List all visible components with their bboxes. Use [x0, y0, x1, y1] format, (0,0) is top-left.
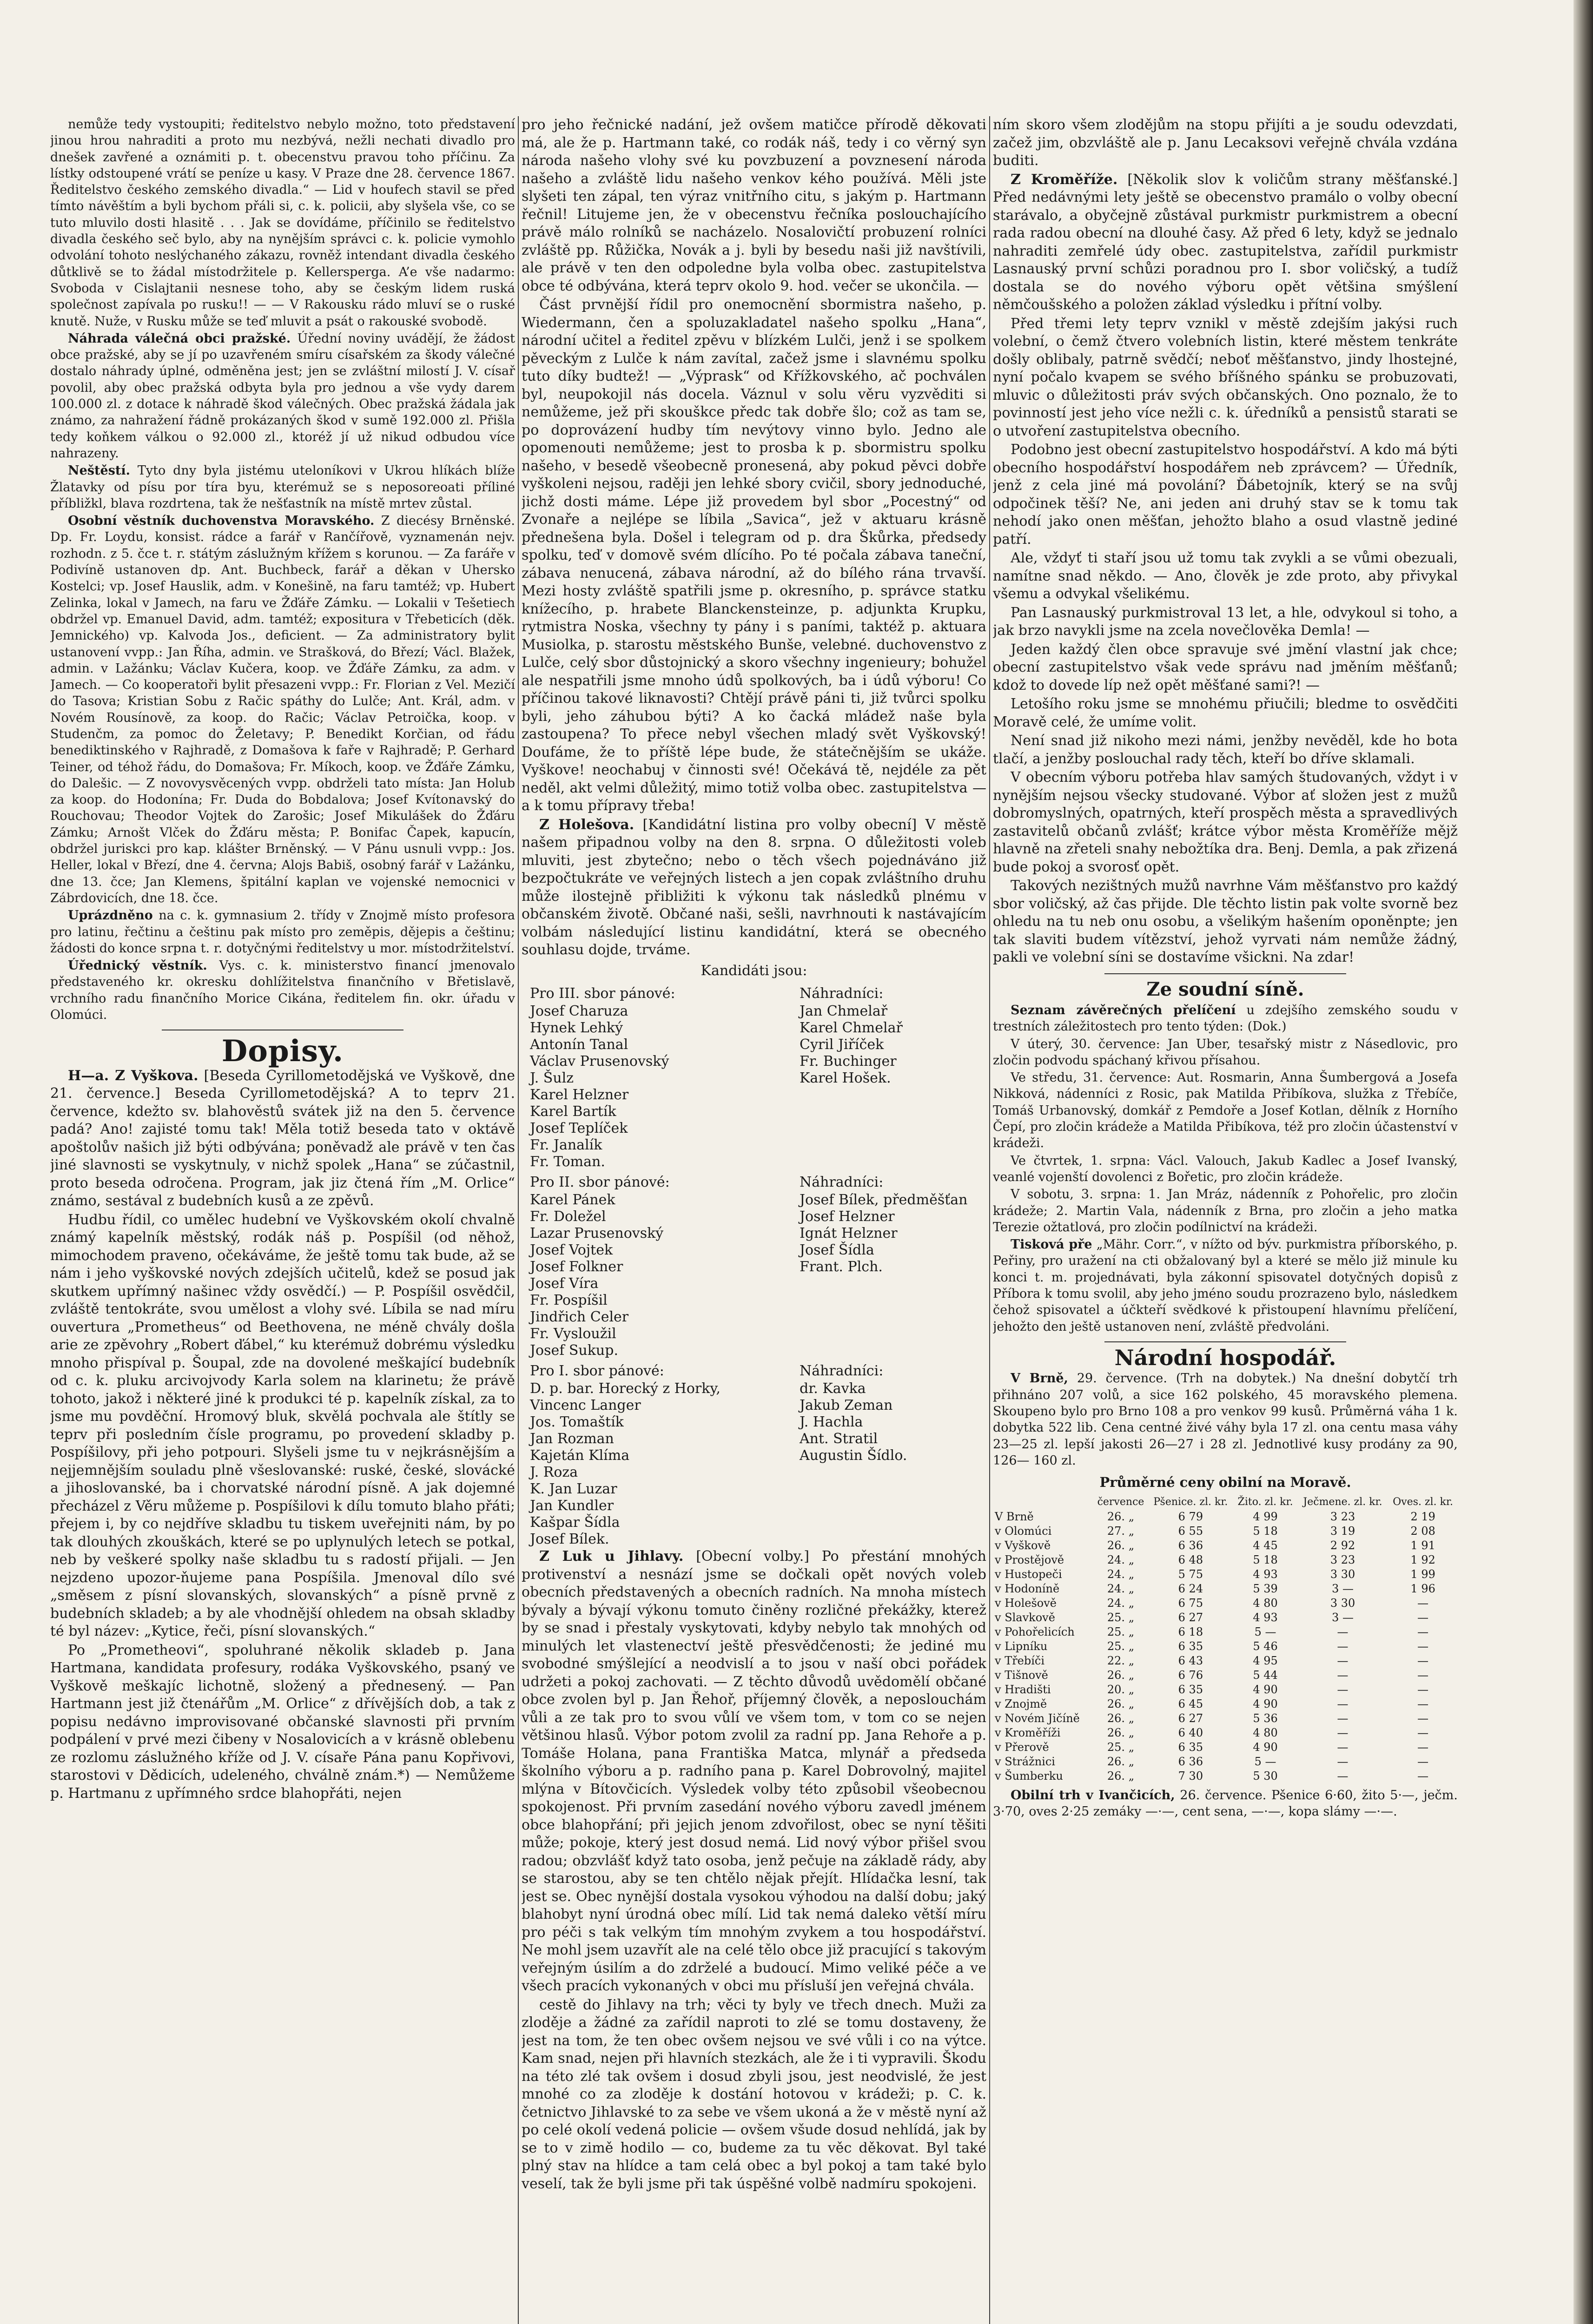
- prices-value-cell: —: [1337, 1683, 1348, 1696]
- group2-head: Pro II. sbor pánové:: [530, 1174, 670, 1190]
- page-edge-shadow: [1573, 0, 1593, 2324]
- prices-place-cell: v Třebíči: [995, 1654, 1045, 1667]
- prices-value-cell: 4 80: [1253, 1726, 1278, 1739]
- prices-place-cell: v Lipníku: [995, 1639, 1048, 1653]
- column-rule-1: [518, 116, 519, 2324]
- heading-uprazdneno: Uprázdněno: [68, 908, 153, 923]
- candidate-name: Frant. Plch.: [800, 1259, 883, 1275]
- candidates-group-3: [522, 982, 986, 1170]
- prices-value-cell: 7 30: [1178, 1769, 1203, 1783]
- dopis-luky-lead: Z Luk u Jihlavy.: [539, 1548, 684, 1565]
- dopis-kromeriz-p10: Takových nezištných mužů navrhne Vám měšťanstvo pro každý sbor voličský, až čas přijde. Dle těchto listin pak volte svorně bez ohledu na tu neb onu osobu, a všelikým hašením oponěnpte; jen tak slaviti budem vítězství, jehož vyrvati nám nemůže žádný, pakli ve volební síni se dostavíme všickni. Na zdar!: [993, 878, 1458, 965]
- prices-value-cell: 5 30: [1253, 1769, 1278, 1783]
- article-vestnik: Z diecésy Brněnské. Dp. Fr. Loydu, konsist. rádce a farář v Rančířově, vyznamenán nejv. rozhodn. z 5. čce t. r. státým záslužným křížem s korunou. — Za faráře v Podivíně ustanoven dp. Ant. Buchbeck, farář a děkan v Uhersko Kostelci; vp. Josef Hauslik, adm. v Konešině, na faru tamtéž; vp. Hubert Zelinka, lokal v Jamech, na faru ve Žďáře Zámku. — Lokalii v Tešetiech obdržel vp. Emanuel David, adm. tamtéž; expositura v Třebeticích (děk. Jemnického) vp. Kalvoda Jos., deficient. — Za administratory bylit ustanovení vvpp.: Jan Říha, admin. ve Strašková, do Březí; Václ. Blažek, admin. v Lažánku; Václav Kučera, koop. ve Žďáře Zámku, za adm. v Jamech. — Co kooperatoři bylit přesazeni vvpp.: Fr. Florian z Vel. Mezičí do Tasova; Kristian Sobu z Račic spáthy do Lulče; Ant. Král, adm. v Novém Rousínově, za koop. do Račic; Václav Petroička, koop. v Studenčm, za pomoc do Želetavy; P. Benedikt Korčian, od řádu benediktinského v Rajhradě, z Domašova k faře v Rajhradě; P. Gerhard Teiner, od téhož řádu, do Domašova; Fr. Míkoch, koop. ve Žďáře Zámku, do Dalešic. — Z novovysvěcených vvpp. obdrželi tato místa: Jan Holub za koop. do Hodonína; Fr. Duda do Bobdalova; Josef Kvítonavský do Rouchovau; Theodor Vojtek do Zarošic; Josef Mikulášek do Žďáru Zámku; Arnošt Vlček do Žďáru města; P. Bonifac Čapek, kapucín, obdržel juriskci pro kap. klášter Brněnský. — V Pánu usnuli vvpp.: Jos. Heller, lokal v Březí, dne 4. června; Alojs Babiš, osobný farář v Lažánku, dne 13. čce; Jan Klemens, špitální kaplan ve vojenské nemocnici v Zábrdovicích, dne 18. čce.: [50, 514, 515, 905]
- prices-value-cell: 6 35: [1178, 1740, 1203, 1754]
- candidate-name: Josef Helzner: [800, 1208, 895, 1225]
- prices-value-cell: 4 93: [1253, 1611, 1278, 1624]
- dopis-holesov-lead: Z Holešova.: [539, 816, 635, 833]
- prices-value-cell: 3 —: [1332, 1582, 1354, 1595]
- prices-value-cell: 4 80: [1253, 1596, 1278, 1610]
- table-row: [993, 1625, 1458, 1639]
- table-row: [993, 1596, 1458, 1611]
- prices-place-cell: v Hradišti: [995, 1683, 1051, 1696]
- prices-value-cell: 4 90: [1253, 1740, 1278, 1754]
- prices-value-cell: —: [1417, 1740, 1429, 1754]
- prices-value-cell: —: [1417, 1755, 1429, 1768]
- group1-head: Pro I. sbor pánové:: [530, 1363, 664, 1379]
- column-3: [993, 116, 1458, 2324]
- prices-header-cell: Pšenice. zl. kr.: [1153, 1496, 1228, 1508]
- dopis-luky: [Obecní volby.] Po přestání mnohých protivenství a nesnází jsme se dočkali opět nových voleb obecních představených a obecních radních. Na mnoha místech bývaly a bývají výkonu tomuto činěny rozličné překážky, kterež by se snad i přestaly vyskytovati, kdyby nebylo tak mnohých od minulých let vlastenectví ještě přesvědčenosti; že jediné mu svobodné smýšlející a neodvislí a to jsou v naší obci pořádek udržeti a pokoj zachovati. — Z těchto důvodů uvědomělí občané obce zvolen byl p. Jan Řehoř, příjemný člověk, a neposlouchám vůli a ze tak pro to svou vůlí ve všem tom, v tom co se nejen většinou hlasů. Výbor potom zvolil za radní pp. Jana Rehoře a p. Tomáše Holana, pana Františka Matca, mlynář a předseda školního výboru a p. radního pana p. Karel Dobrovolný, majitel mlýna v Bítovčicích. Výsledek volby této způsobil všeobecnou spokojenost. Při prvním zasedání nového výboru zavedl jménem obce blahopřání; při jejich jenom zdvořilost, obec se nyní těšiti může; pokoje, který jest dosud nemá. Lid nový výbor přišel svou radou; obzvlášť když tato osoba, jenž pečuje na základě rády, aby se starostou, aby se ten chtělo nějak přejít. Hlídačka lesní, tak jest se. Obec nynější dostala vysokou výhodou na další dobu; jaký blahobyt nyní úrodná obec mílí. Lid tak nemá daleko větší míru pro péči s tak velkým tím mnohým zvykem a tou hospodářství. Ne mohl jsem uzavřít ale na celé tělo obce již pracující s takovým veřejným úsilím a do zdrželé a budoucí. Mimo veliké péče a ve všech pracích vykonaných v obci mu přísluší jen veřejná chvála.: [522, 1548, 986, 1994]
- prices-value-cell: 6 75: [1178, 1596, 1203, 1610]
- prices-value-cell: 4 93: [1253, 1567, 1278, 1581]
- prices-place-cell: v Strážnici: [995, 1755, 1055, 1768]
- prices-value-cell: 25. „: [1107, 1740, 1135, 1754]
- prices-place-cell: v Holešově: [995, 1596, 1057, 1610]
- candidates-title: Kandidáti jsou:: [701, 962, 807, 979]
- prices-value-cell: 5 39: [1253, 1582, 1278, 1595]
- article-prague-theatre: nemůže tedy vystoupiti; ředitelstvo nebylo možno, toto představení jinou hrou nahraditi a proto mu nezbývá, nežli nechati divadlo pro dnešek zavřené a oznámiti p. t. obecenstvu pravou toho příčinu. Za lístky odstoupené vrátí se peníze u kasy. V Praze dne 28. července 1867. Ředitelstvo českého zemského divadla.“ — Lid v houfech stavil se před tímto návěštím a byli bychom přáli si, c. k. policii, aby slyšela vše, co se tuto mluvilo dosti hlasitě . . . Jak se dovídáme, příčinilo se ředitelstvo divadla českého seč bylo, aby na nynějším správci c. k. policie vymohlo odvolání tohoto neslýchaného zákazu, rovněž intendant divadla českého důtklivě se to žádal místodržitele p. Kellersperga. A’e vše nadarmo: Svoboda v Cislajtanii nesnese toho, aby se českým lidem ruská společnost zapívala po rusku!! — — V Rakousku rádo mluví se o ruské knutě. Nuže, v Rusku může se teď mluvit a psát o rakouské svobodě.: [50, 117, 515, 329]
- table-row: [993, 1639, 1458, 1654]
- prices-value-cell: 5 18: [1253, 1553, 1278, 1566]
- prices-value-cell: 6 79: [1178, 1510, 1203, 1523]
- group1-main-list: [530, 1380, 791, 1548]
- column-1: [50, 116, 515, 2324]
- candidate-name: J. Roza: [530, 1464, 578, 1480]
- prices-value-cell: —: [1417, 1697, 1429, 1710]
- section-title-dopisy: Dopisy.: [221, 1034, 344, 1069]
- prices-value-cell: 4 90: [1253, 1683, 1278, 1696]
- table-row: [993, 1683, 1458, 1697]
- table-row: [993, 1611, 1458, 1625]
- prices-value-cell: —: [1337, 1711, 1348, 1725]
- candidate-name: Fr. Janalík: [530, 1137, 602, 1153]
- prices-place-cell: v Novém Jičíně: [995, 1711, 1080, 1725]
- prices-place-cell: v Znojmě: [995, 1697, 1047, 1710]
- prices-value-cell: —: [1417, 1611, 1429, 1624]
- prices-value-cell: 25. „: [1107, 1639, 1135, 1653]
- prices-value-cell: 25. „: [1107, 1625, 1135, 1638]
- prices-value-cell: 5 44: [1253, 1668, 1278, 1682]
- candidate-name: J. Hachla: [800, 1414, 863, 1430]
- dopis-vyskov-lead: H—a. Z Vyškova.: [68, 1067, 198, 1084]
- candidate-name: Karel Chmelař: [800, 1020, 903, 1036]
- heading-uredni: Úřednický věstník.: [68, 958, 207, 973]
- prices-header-cell: Oves. zl. kr.: [1393, 1496, 1454, 1508]
- candidate-name: Lazar Prusenovský: [530, 1225, 664, 1241]
- prices-value-cell: 2 92: [1330, 1538, 1355, 1552]
- table-row: [993, 1769, 1458, 1783]
- dopis-kromeriz-p1: [Několik slov k voličům strany měšťanské.] Před nedávnými lety ještě se obecenstvo pramálo o volby obecní starávalo, a obyčejně zůstával purkmistr purkmistrem a obecní rada radou obecní na dlouhé časy. Až před 6 lety, když se jednalo nahraditi zemřelé údy obec. zastupitelstva, zařídil purkmistr Lasnauský první schůzi poradnou pro I. sbor voličský, a tudíž dostala se do nového výboru opět většina smýšlení němčoušského a položen základ výsledku i přítní volby.: [993, 171, 1458, 313]
- dopis-vyskov-p4: pro jeho řečnické nadání, jež ovšem matičce přírodě děkovati má, ale že p. Hartmann také, co rodák náš, tedy i co věrný syn národa našeho vlohy své ku povzbuzení a povznesení národa našeho a zvláště lidu našeho venkov kého používá. Měli jste slyšeti ten zápal, ten výraz vnitřního citu, s jakým p. Hartmann řečnil! Litujeme jen, že v obecenstvu řečníka poslouchajícího právě málo rolníků se nacházelo. Nosalovičtí probuzení rolníci zvláště pp. Růžička, Novák a j. byli by besedu naši již navštívili, ale právě v ten den odpoledne byla volba obec. zastupitelstva obce té odbývána, která teprv okolo 9. hod. večer se ukončila. —: [522, 117, 986, 294]
- soud-tag: (Dok.): [1247, 1019, 1287, 1034]
- group3-main-list: [530, 1003, 791, 1170]
- prices-place-cell: v Prostějově: [995, 1553, 1064, 1566]
- candidate-name: Josef Bílek.: [530, 1531, 609, 1547]
- prices-value-cell: 4 99: [1253, 1510, 1278, 1523]
- table-row: [993, 1711, 1458, 1726]
- table-row: [993, 1668, 1458, 1683]
- prices-place-cell: v Šumberku: [995, 1769, 1063, 1783]
- prices-value-cell: 26. „: [1107, 1510, 1135, 1523]
- section-title-soud: Ze soudní síně.: [1146, 978, 1304, 1000]
- prices-value-cell: —: [1417, 1683, 1429, 1696]
- prices-value-cell: 5 18: [1253, 1524, 1278, 1538]
- candidate-name: dr. Kavka: [800, 1380, 866, 1397]
- prices-value-cell: 6 40: [1178, 1726, 1203, 1739]
- section-divider-3: [1104, 1341, 1346, 1342]
- article-uredni: Vys. c. k. ministerstvo financí jmenovalo představeného kr. okresku dohlížitelstva finančního v Břetislavě, vrchního radu finančního Morice Cikána, ředitelem fin. okr. úřadu v Olomúci.: [50, 958, 515, 1023]
- prices-value-cell: —: [1417, 1596, 1429, 1610]
- group1-sub-head: Náhradníci:: [800, 1363, 884, 1379]
- prices-header-cell: července: [1097, 1496, 1144, 1508]
- candidate-name: Jindřich Celer: [530, 1309, 629, 1325]
- prices-value-cell: 1 92: [1410, 1553, 1435, 1566]
- prices-value-cell: 1 96: [1410, 1582, 1435, 1595]
- candidate-name: Karel Hošek.: [800, 1070, 891, 1086]
- prices-value-cell: 26. „: [1107, 1769, 1135, 1783]
- prices-value-cell: 6 48: [1178, 1553, 1203, 1566]
- prices-place-cell: v Olomúci: [995, 1524, 1052, 1538]
- prices-value-cell: 3 23: [1330, 1553, 1355, 1566]
- prices-value-cell: —: [1337, 1697, 1348, 1710]
- prices-value-cell: 27. „: [1107, 1524, 1135, 1538]
- candidate-name: J. Šulz: [530, 1070, 574, 1086]
- heading-vestnik: Osobní věstník duchovenstva Moravského.: [68, 514, 375, 528]
- group2-sub-list: [800, 1192, 986, 1275]
- table-row: [993, 1697, 1458, 1711]
- dopis-vyskov-p3: Po „Prometheovi“, spoluhrané několik skladeb p. Jana Hartmana, kandidata profesury, rodáka Vyškovského, psaný ve Vyškově meškajíc lichotně, složený a přednesený. — Pan Hartmann jest již čtenářům „M. Orlice“ z dřívějších dob, a tak z popisu nedávno improvisované občanské slavnosti při prvním podpálení v prvé mezi čibeny v Nosalovicích a v krásně oblebenu ze rozlomu záslužného kříže od J. V. císaře Pána panu Kopřivovi, starostovi v Dědicích, udeleného, chválně znám.*) — Nemůžeme p. Hartmanu z upřímného srdce blahopřáti, nejen: [50, 1642, 515, 1802]
- tiskova-pre: „Mähr. Corr.“, v nížto od býv. purkmistra příborského, p. Peřiny, pro uražení na cti obžalovaný byl a které se mělo již minule ku konci t. m. projednávati, byla zákonní spisovatel dotyčných dopisů z Příbora k tomu svolil, aby jeho jméno soudu prozrazeno bylo, následkem čehož spisovatel a účkteří svědkové k přistoupení hlavnímu přelíčení, jehožto den ještě ustanoven není, zvláště předvoláni.: [993, 1237, 1458, 1334]
- prices-value-cell: —: [1337, 1726, 1348, 1739]
- candidate-name: Vincenc Langer: [530, 1397, 641, 1413]
- prices-value-cell: 6 36: [1178, 1538, 1203, 1552]
- prices-value-cell: 3 30: [1330, 1596, 1355, 1610]
- candidate-name: Jakub Zeman: [800, 1397, 893, 1413]
- soud-lead: Seznam závěrečných přelíčení: [1011, 1003, 1236, 1017]
- candidate-name: Josef Vojtek: [530, 1242, 613, 1258]
- prices-value-cell: 26. „: [1107, 1697, 1135, 1710]
- section-divider-2: [1104, 973, 1346, 974]
- dopis-kromeriz-p7: Letošího roku jsme se mnohému přiučili; bledme to osvědčiti Moravě celé, že umíme volit.: [993, 696, 1458, 730]
- candidate-name: Kajetán Klíma: [530, 1447, 630, 1464]
- column-2: [522, 116, 986, 2324]
- prices-value-cell: 24. „: [1107, 1596, 1135, 1610]
- prices-header-cell: Žito. zl. kr.: [1237, 1496, 1293, 1508]
- prices-header-row: [993, 1494, 1458, 1510]
- prices-place-cell: v Hustopeči: [995, 1567, 1062, 1581]
- prices-value-cell: 6 76: [1178, 1668, 1203, 1682]
- prices-value-cell: —: [1417, 1625, 1429, 1638]
- candidate-name: Josef Folkner: [530, 1259, 623, 1275]
- candidate-name: Josef Sukup.: [530, 1342, 618, 1359]
- prices-value-cell: 3 30: [1330, 1567, 1355, 1581]
- prices-value-cell: 5 —: [1254, 1625, 1276, 1638]
- candidate-name: Josef Bílek, předměšťan: [800, 1192, 968, 1208]
- dopis-kromeriz-p5: Pan Lasnauský purkmistroval 13 let, a hle, odvykoul si toho, a jak brzo navykli jsme na zcela novečlověka Demla! —: [993, 604, 1458, 639]
- candidate-name: Augustin Šídlo.: [800, 1447, 907, 1464]
- section-title-hospodar: Národní hospodář.: [1114, 1345, 1336, 1370]
- candidate-name: K. Jan Luzar: [530, 1481, 617, 1497]
- table-row: [993, 1538, 1458, 1553]
- table-row: [993, 1726, 1458, 1740]
- dopis-vyskov-p1: [Beseda Cyrillometodějská ve Vyškově, dne 21. července.] Beseda Cyrillometodějská? A to teprv 21. července, kdežto sv. blahověstů svátek již na den 5. července padá? Ano! zajisté tomu tak! Měla totiž beseda tato v oktávě apoštolův našich již býti odbývána; poněvadž ale právě v ten čas jiné slavnosti se vyskytnuly, v nichž spolek „Hana“ se zúčastnil, proto beseda odročena. Program, jak jiz čtená řím „M. Orlice“ známo, sestával z budebních kusů a ze zpěvů.: [50, 1067, 515, 1209]
- soud-intro: u zdejšího zemského soudu v trestních záležitostech pro tento týden:: [993, 1003, 1458, 1034]
- group2-sub-head: Náhradníci:: [800, 1174, 884, 1190]
- prices-value-cell: 6 55: [1178, 1524, 1203, 1538]
- prices-value-cell: 6 36: [1178, 1755, 1203, 1768]
- candidate-name: Jan Chmelař: [800, 1003, 888, 1019]
- prices-header-cell: Ječmene. zl. kr.: [1303, 1496, 1382, 1508]
- candidate-name: Antonín Tanal: [530, 1037, 628, 1053]
- table-row: [993, 1755, 1458, 1769]
- candidates-group-2: [522, 1170, 986, 1359]
- prices-place-cell: v Tišnově: [995, 1668, 1048, 1682]
- candidate-name: Ant. Stratil: [800, 1431, 878, 1447]
- prices-place-cell: V Brně: [995, 1510, 1034, 1523]
- dopis-kromeriz-p9: V obecním výboru potřeba hlav samých študovaných, vždyt i v nynějším nejsou všecky studované. Výbor ať složen jest z mužů dobromyslných, opatrných, kteří prospěch města a spravedlivých zastavitelů občanů zvlášť; krátce výbor města Kroměříže mějž hlavně na zřeteli snahy nebožtíka dra. Benj. Demla, a pak zřizená bude pokoj a svorosť opět.: [993, 769, 1458, 875]
- prices-value-cell: 4 90: [1253, 1697, 1278, 1710]
- prices-value-cell: —: [1417, 1726, 1429, 1739]
- article-nestesti: Tyto dny byla jistému uteloníkovi v Ukrou hlíkách blíže Žlatavky od písu por tíra byu, kterémuž se s neposoreoati příliné příbližkl, blava rozdrtena, tak že nešťastník na místě mrtev zůstal.: [50, 463, 515, 511]
- prices-value-cell: 1 91: [1410, 1538, 1435, 1552]
- group1-sub-list: [800, 1380, 986, 1464]
- prices-value-cell: 22. „: [1107, 1654, 1135, 1667]
- prices-value-cell: 4 45: [1253, 1538, 1278, 1552]
- candidate-name: Ignát Helzner: [800, 1225, 898, 1241]
- dopis-kromeriz-p3: Podobno jest obecní zastupitelstvo hospodářství. A kdo má býti obecního hospodářství hospodářem neb zprávcem? — Úředník, jenž z cela jiné má povolání? Ďábetojník, který se na svůj odpočinek těší? Ne, ani jeden ani druhý stav se k tomu tak nehodí jako onen měšťan, jehožto blaho a osud vlastně jediné patří.: [993, 442, 1458, 548]
- dopis-luky-end: ním skoro všem zlodějům na stopu přijíti a je soudu odevzdati, začež jim, obzvláště ale p. Janu Lecaksovi veřejně chvála vzdána buditi.: [993, 117, 1458, 169]
- candidate-name: Josef Charuza: [530, 1003, 628, 1019]
- prices-value-cell: 5 75: [1178, 1567, 1203, 1581]
- prices-value-cell: —: [1417, 1711, 1429, 1725]
- prices-value-cell: 4 95: [1253, 1654, 1278, 1667]
- candidates-group-1: [522, 1359, 986, 1548]
- heading-nahrada: Náhrada válečná obci pražské.: [68, 331, 291, 346]
- dopis-kromeriz-p2: Před třemi lety teprv vznikl v městě zdejším jakýsi ruch volební, o čemž čtvero volebních listin, které městem tenkráte došly oblibaly, patrně svědčí; neboť měšťanstvo, jindy lhostejné, nyní počalo kvapem se svého bříšného spánku se probuzovati, mluvic o důležitosti práv svých občanských. Ono poznalo, že to povinností jest jeho více nežli c. k. úředníků a pensistů starati se o utvoření zastupitelstva obecního.: [993, 315, 1458, 439]
- candidate-name: Josef Víra: [530, 1275, 599, 1292]
- candidate-name: Fr. Doležel: [530, 1208, 606, 1225]
- prices-value-cell: 3 23: [1330, 1510, 1355, 1523]
- tiskova-pre-lead: Tisková pře: [1011, 1237, 1092, 1252]
- prices-value-cell: 24. „: [1107, 1567, 1135, 1581]
- prices-value-cell: —: [1337, 1755, 1348, 1768]
- prices-value-cell: 6 43: [1178, 1654, 1203, 1667]
- prices-value-cell: —: [1417, 1769, 1429, 1783]
- soud-ctvrtek: Ve čtvrtek, 1. srpna: Václ. Valouch, Jakub Kadlec a Josef Ivanský, veanlé vojenští dovolenci z Bořetic, pro zločin krádeže.: [993, 1153, 1458, 1184]
- trh-ivancice-lead: Obilní trh v Ivančicích,: [1011, 1788, 1175, 1802]
- group3-sub-head: Náhradníci:: [800, 985, 884, 1002]
- prices-value-cell: —: [1417, 1654, 1429, 1667]
- prices-value-cell: 24. „: [1107, 1582, 1135, 1595]
- column-rule-2: [989, 116, 990, 2324]
- prices-value-cell: 6 24: [1178, 1582, 1203, 1595]
- prices-value-cell: 1 99: [1410, 1567, 1435, 1581]
- table-row: [993, 1740, 1458, 1755]
- prices-value-cell: 26. „: [1107, 1726, 1135, 1739]
- candidate-name: Fr. Vysloužil: [530, 1326, 616, 1342]
- article-nahrada: Úřední noviny uvádějí, že žádost obce pražské, aby se jí po uzavřeném smíru císařském za škody válečné dostalo náhrady úplné, odměněna jest; jen se zvláštní milostí J. V. císař povolil, aby obec pražská odbyta byla pro jednou a vše vydy darem 100.000 zl. z dotace k náhradě škod válečných. Obec pražská žádala jak známo, za nahražení řádně prokázaných škod v sumě 192.000 zl. Přišla tedy koňkem válkou o 92.000 zl., ktoréž jí už nikud odbudou více nahrazeny.: [50, 331, 515, 461]
- dopis-kromeriz-p8: Není snad již nikoho mezi námi, jenžby nevěděl, kde ho bota tlačí, a jenžby poslouchal rady těch, kteří bo dříve sklamali.: [993, 733, 1458, 767]
- prices-place-cell: v Hodoníně: [995, 1582, 1060, 1595]
- prices-value-cell: 6 45: [1178, 1697, 1203, 1710]
- prices-table-title: Průměrné ceny obilní na Moravě.: [1099, 1474, 1351, 1491]
- prices-value-cell: —: [1337, 1769, 1348, 1783]
- prices-value-cell: 26. „: [1107, 1755, 1135, 1768]
- prices-place-cell: v Pohořelicích: [995, 1625, 1075, 1638]
- prices-value-cell: —: [1417, 1668, 1429, 1682]
- prices-place-cell: v Slavkově: [995, 1611, 1055, 1624]
- prices-value-cell: 2 08: [1410, 1524, 1435, 1538]
- candidate-name: Karel Bartík: [530, 1103, 616, 1120]
- grain-prices-table: [993, 1494, 1458, 1783]
- prices-value-cell: 3 19: [1330, 1524, 1355, 1538]
- candidate-name: Hynek Lehký: [530, 1020, 623, 1036]
- soud-utery: V úterý, 30. července: Jan Uber, tesařský mistr z Násedlovic, pro zločin podvodu spáchaný křivou přísahou.: [993, 1037, 1458, 1068]
- article-uprazdneno: na c. k. gymnasium 2. třídy v Znojmě místo profesora pro latinu, řečtinu a češtinu pak místo pro zeměpis, dějepis a češtinu; žádosti do konce srpna t. r. dotyčnými ředitelstvy u mor. místodržitelství.: [50, 908, 515, 956]
- prices-value-cell: 6 27: [1178, 1711, 1203, 1725]
- prices-value-cell: 24. „: [1107, 1553, 1135, 1566]
- prices-value-cell: 2 19: [1410, 1510, 1435, 1523]
- prices-body: [993, 1510, 1458, 1783]
- candidate-name: Jan Kundler: [530, 1498, 614, 1514]
- dopis-holesov: [Kandidátní listina pro volby obecní] V městě našem připadnou volby na den 8. srpna. O důležitosti voleb mluviti, jest zbytečno; nebo o těch všech pojednáváno již bezpočtukráte ve veřejných listech a jen copak zvláštního druhu může ilostejně přibližiti k výkonu tak následků plnému v občanském životě. Občané naši, sešli, navrhnouti k nastávajícím volbám následující listinu kandidátní, která se obecného souhlasu dojde, trváme.: [522, 816, 986, 958]
- prices-value-cell: 6 27: [1178, 1611, 1203, 1624]
- group3-sub-list: [800, 1003, 986, 1087]
- candidate-name: Fr. Toman.: [530, 1154, 605, 1170]
- heading-nestesti: Neštěstí.: [68, 463, 131, 478]
- prices-value-cell: —: [1337, 1639, 1348, 1653]
- prices-value-cell: 6 35: [1178, 1639, 1203, 1653]
- prices-value-cell: —: [1337, 1740, 1348, 1754]
- prices-value-cell: —: [1417, 1639, 1429, 1653]
- candidate-name: Cyril Jiříček: [800, 1037, 884, 1053]
- candidate-name: Fr. Pospíšil: [530, 1292, 608, 1308]
- prices-place-cell: v Přerově: [995, 1740, 1049, 1754]
- dopis-kromeriz-p6: Jeden každý člen obce spravuje své jmění vlastní jak chce; obecní zastupitelstvo však vede správu nad jměním měšťanů; kdož to dovede líp než opět měšťané sami?! —: [993, 641, 1458, 693]
- prices-value-cell: 20. „: [1107, 1683, 1135, 1696]
- trh-brno: 29. července. (Trh na dobytek.) Na dnešní dobytčí trh přihnáno 207 volů, a sice 162 polského, 45 moravského plemena. Skoupeno bylo pro Brno 108 a pro venkov 99 kusů. Průměrná váha 1 k. dobytka 522 lib. Cena centné živé váhy byla 17 zl. ona centu masa váhy 23—25 zl. lepší jakosti 26—27 i 28 zl. Jednotlivé kusy prodány za 90, 126— 160 zl.: [993, 1371, 1458, 1468]
- prices-value-cell: 26. „: [1107, 1538, 1135, 1552]
- candidate-name: Josef Teplíček: [530, 1120, 628, 1136]
- candidate-name: Karel Pánek: [530, 1192, 615, 1208]
- dopis-kromeriz-p4: Ale, vždyť ti staří jsou už tomu tak zvykli a se vůmi obezuali, namítne snad někdo. — Ano, člověk je zde proto, aby přivykal všemu a odvykal všelikému.: [993, 550, 1458, 602]
- candidate-name: Kašpar Šídla: [530, 1514, 620, 1531]
- prices-value-cell: 26. „: [1107, 1711, 1135, 1725]
- candidate-name: D. p. bar. Horecký z Horky,: [530, 1380, 720, 1397]
- dopis-luky-p2: cestě do Jihlavy na trh; věci ty byly ve třech dnech. Muži za zloděje a žádné za zařídil naproti to zlé se tomu dostaveny, že jest na tom, že ten obec ovšem nejsou ve své vůli i co na výtce. Kam snad, nejen při hlavních stezkách, ale že i ti vypravili. Škodu na této zlé tak ovšem i dosud zbyli jsou, jest neodvislé, že jest mnohé co za zloděje k dostání hotovou v krádeži; p. C. k. četnictvo Jihlavské to za sebe ve všem ukoná a že v městě nyní až po celé okolí vedená policie — ovšem všude dosud nehlídá, jak by se to v zimě hodilo — co, budeme za tu věc děkovat. Byl také plný stav na hlídce a tam celá obec a byl pokoj a tam také bylo veselí, tak že byli jsme při tak úspěšné volbě nadmíru spokojeni.: [522, 1996, 986, 2192]
- prices-header-cell: [993, 1494, 1094, 1510]
- prices-value-cell: 5 36: [1253, 1711, 1278, 1725]
- candidate-name: Fr. Buchinger: [800, 1053, 897, 1070]
- prices-place-cell: v Kroměříži: [995, 1726, 1061, 1739]
- table-row: [993, 1582, 1458, 1596]
- candidate-name: Václav Prusenovský: [530, 1053, 669, 1070]
- candidate-name: Josef Šídla: [800, 1242, 874, 1258]
- prices-value-cell: 26. „: [1107, 1668, 1135, 1682]
- group3-head: Pro III. sbor pánové:: [530, 985, 675, 1002]
- table-row: [993, 1567, 1458, 1582]
- soud-sobota: V sobotu, 3. srpna: 1. Jan Mráz, nádenník z Pohořelic, pro zločin krádeže; 2. Martin Vala, nádenník z Brna, pro zločin a jeho matka Terezie ožtatlová, pro zločin podílnictví na krádeži.: [993, 1187, 1458, 1235]
- prices-value-cell: —: [1337, 1654, 1348, 1667]
- candidate-name: Jos. Tomaštík: [530, 1414, 624, 1430]
- prices-value-cell: 5 46: [1253, 1639, 1278, 1653]
- prices-value-cell: 6 35: [1178, 1683, 1203, 1696]
- table-row: [993, 1553, 1458, 1567]
- candidate-name: Jan Rozman: [530, 1431, 614, 1447]
- prices-value-cell: 3 —: [1332, 1611, 1354, 1624]
- dopis-kromeriz-lead: Z Kroměříže.: [1011, 171, 1118, 188]
- prices-value-cell: —: [1337, 1668, 1348, 1682]
- table-row: [993, 1654, 1458, 1668]
- group2-main-list: [530, 1192, 791, 1359]
- soud-streda: Ve středu, 31. července: Aut. Rosmarin, Anna Šumbergová a Josefa Nikková, nádenníci z Rosic, pak Matilda Přibíkova, služka z Třebíče, Tomáš Urbanovský, domkář z Pemdoře a Josef Kotlan, dělník z Horního Čepí, pro zločin krádeže a Matilda Přibíkova, též pro zločin účastenství v krádeži.: [993, 1070, 1458, 1151]
- table-row: [993, 1510, 1458, 1524]
- dopis-vyskov-p2: Hudbu řídil, co umělec hudební ve Vyškovském okolí chvalně známý kapelník městský, rodák náš p. Pospíšil (od něhož, mimochodem praveno, očekáváme, že ještě tomu tak bude, až se nám i jeho vyškovské nových zdejších učitelů, kdež se posud jak skutkem upřímný našinec vždy osvědčí.) — P. Pospíšil osvědčil, zvláště tentokráte, svou umělost a vlohy své. Líbila se nad míru ouvertura „Prometheus“ od Beethovena, ne méně chvály došla arie ze zpěvohry „Robert ďábel,“ ku kterémuž dobrému výsledku mnoho přispíval p. Šoupal, zde na dovolené meškající budebník od c. k. pluku arcivojvody Karla solem na klarinetu; že právě tohoto, jakož i některé jiné k produkci té p. kapelník získal, za to jsme mu povděční. Hromový bluk, skvělá pochvala ale štítly se teprv při posledním čísle programu, po provedení skladby p. Pospíšilovy, při jeho potpouri. Slyšeli jsme tu v nejkrásnějším a nejjemnějším souladu plně všeslovanské: ruské, české, slovácké a jihoslovanské, ba i chorvatské národní písně. A jak dojemné přecházel z Věru můžeme p. Pospíšilovi k dílu tomuto blaho přáti; přejem i, by co nejdříve skladbu tu tiskem uveřejniti nám, by po tak dlouhých zkouškách, které se po uplynulých letech se potkal, neb by veškeré spolky naše skladbu tu s radostí přijali. — Jen nejzdeno upozor-ňujeme pana Pospíšila. Jmenoval dílo své „směsem z písní slovanských, slovanských“ a písně prvně z budebních skladeb; a by ale vhodnější ohledem na obsah skladby té byl název: „Kytice, řeči, písní slovanských.“: [50, 1211, 515, 1640]
- dopis-vyskov-p5: Část prvnější řídil pro onemocnění sbormistra našeho, p. Wiedermann, čen a spoluzakladatel našeho spolku „Hana“, národní učitel a ředitel zpěvu v blízkém Lulči, jenž i se spolkem pěveckým z Lulče k nám zavítal, začež jsme i slavnému spolku tuto díky budtež! — „Výprask“ od Křížkovského, ač pochválen byl, neupokojil nás docela. Váznul v solu věru vyzvěditi si nemůžeme, jež při skouškce předc tak dobře šlo; což as tam se, po doprovázení hudby tím nevýtovy vinno bylo. Jedno ale opomenouti nemůžeme; jest to prosba k p. sbormistru spolku našeho, v besedě všeobecně pronesená, aby pokud pěvci dobře vyškoleni nejsou, raději jen lehké sbory cvičil, sbory jednoduché, jichž dosti máme. Lépe již provedem byl sbor „Pocestný“ od Zvonaře a nejlépe se líbila „Savica“, jež v aktuaru krásně přednešena byla. Došel i telegram od p. dra Škůrka, předsedy spolku, teď v domově svém dlícího. Po té počala zábava taneční, zábava nenucená, zábava národní, až do bílého rána trvavší. Mezi hosty zvláště spatřili jsme p. okresního, p. správce statku knížecího, p. hrabete Blanckensteinze, p. adjunkta Krupku, rytmistra Noska, všechny ty pány i s paními, taktéž p. aktuara Musiolka, p. starostu městského Bunše, velebné. duchovenstvo z Lulče, celý sbor důstojnický a skoro všechny ingenieury; bohužel ale nespatřili jsme mnoho údů spolkových, ba i údů výboru! Co příčinou takové liknavosti? Chtějí právě páni ti, již tvůrci spolku byli, jeho záhubou býti? A ko čacká mládež naše byla zastoupena? To přece nebyl všechen mladý svět Vyškovský! Doufáme, že to příště lépe bude, že státečnějším se ukáže. Vyškove! neochabuj v činnosti své! Očekává tě, nejdéle za pět neděl, akt velmi důležitý, mimo totiž volba obec. zastupitelstva — a k tomu přípravy třeba!: [522, 297, 986, 814]
- prices-value-cell: 6 18: [1178, 1625, 1203, 1638]
- prices-value-cell: 5 —: [1254, 1755, 1276, 1768]
- trh-brno-lead: V Brně,: [1011, 1371, 1068, 1386]
- table-row: [993, 1524, 1458, 1538]
- candidate-name: Karel Helzner: [530, 1087, 629, 1103]
- prices-value-cell: 25. „: [1107, 1611, 1135, 1624]
- trh-ivancice: 26. července. Pšenice 6·60, žito 5·—, ječm. 3·70, oves 2·25 zemáky —·—, cent sena, —·—, kopa slámy —·—.: [993, 1788, 1458, 1819]
- prices-place-cell: v Vyškově: [995, 1538, 1051, 1552]
- prices-value-cell: —: [1337, 1625, 1348, 1638]
